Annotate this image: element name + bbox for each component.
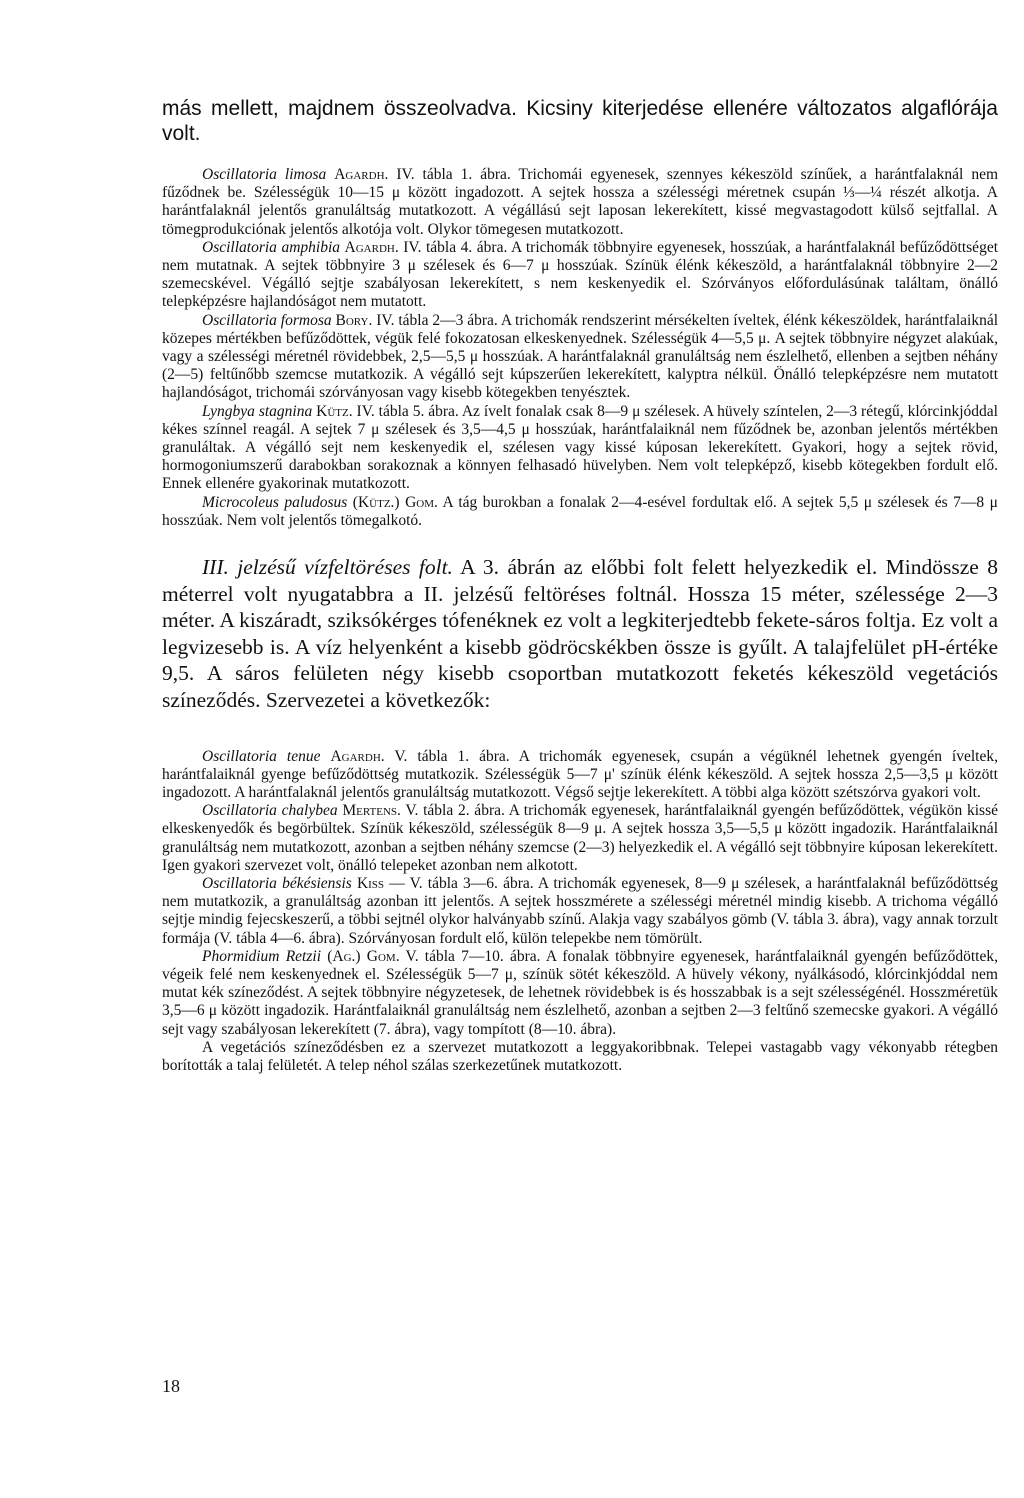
species-description: IV. tábla 2—3 ábra. A trichomák rendszerint mérsékelten íveltek, élénk kékeszöldek, harántfalaiknál közepes mértékben befűződöttek, végük felé fokozatosan elkeskenyednek. Szélességük 4—5,5 μ. A sejtek többnyire négyzet alakúak, vagy a szélességi méretnél rövidebbek, 2,5—5,5 μ hosszúak. A harántfalaknál granuláltság nem észlelhető, ellenben a sejtben néhány (2—5) feltűnőbb szemcse mutatkozik. A végálló sejt kúpszerűen lekerekített, kalyptra nélkül. Önálló telepképzésre nem mutatott hajlandóságot, trichomái szórványosan vagy kisebb kötegekben tenyésztek. [162, 311, 999, 402]
section-text [162, 554, 998, 714]
species-description: IV. tábla 5. ábra. Az ívelt fonalak csak 8—9 μ szélesek. A hüvely színtelen, 2—3 rétegű, klórcinkjóddal kékes színnel reagál. A sejtek 7 μ szélesek és 3,5—4,5 μ hosszúak, harántfalaiknál nem fűződnek be, azonban jelentős mértékben granuláltak. A végálló sejt nem keskenyedik el, szélesen vagy kissé kúposan lekerekített. Gyakori, hogy a sejtek rövid, hormogoniumszerű darabokban sorakoznak a könnyen felhasadó hüvelyben. Nem volt telepképző, kisebb kötegekben fordult elő. Ennek ellenére gyakorinak mutatkozott. [162, 402, 998, 493]
species-author: Agardh. [344, 238, 399, 256]
species-author: Kiss — [356, 875, 405, 893]
section-paragraph [162, 554, 998, 714]
species-block-2 [162, 748, 998, 1076]
species-name: Oscillatoria formosa [202, 311, 332, 329]
species-author: (Kütz.) Gom. [352, 493, 438, 511]
species-entry [162, 166, 998, 239]
species-name: Oscillatoria amphibia [202, 238, 340, 256]
species-description: A tág burokban a fonalak 2—4-esével fordultak elő. A sejtek 5,5 μ szélesek és 7—8 μ hosszúak. Nem volt jelentős tömegalkotó. [162, 493, 998, 529]
species-entry [162, 494, 998, 530]
species-entry [162, 312, 998, 403]
species-entry [162, 748, 998, 803]
species-description: IV. tábla 4. ábra. A trichomák többnyire egyenesek, hosszúak, a harántfalaknál befűződöttséget nem mutatnak. A sejtek többnyire 3 μ szélesek és 6—7 μ hosszúak. Színük élénk kékeszöld, a harántfalaknál többnyire 2—2 szemecskével. Végálló sejtje szabályosan lekerekített, s nem keskenyedik el. Szórványos előfordulásúnak találtam, önálló telepképzésre hajlandóságot nem mutatott. [162, 238, 999, 311]
species-author: Agardh. [334, 166, 389, 183]
intro-paragraph: más mellett, majdnem összeolvadva. Kicsiny kiterjedése ellenére változatos algaflórája volt. [162, 97, 998, 145]
species-name: Oscillatoria tenue [202, 747, 321, 765]
species-name: Phormidium Retzii [202, 947, 322, 965]
species-name: Lyngbya stagnina [202, 402, 313, 420]
species-description: V. tábla 7—10. ábra. A fonalak többnyire egyenesek, harántfalaiknál gyengén befűződöttek, végeik felé nem keskenyednek el. Szélességük 5—7 μ, színük sötét kékeszöld. A hüvely vékony, nyálkásodó, klórcinkjóddal nem mutat kék színeződést. A sejtek többnyire négyzetesek, de lehetnek rövidebbek is és hosszabbak is a sejt szélességénél. Hosszméretük 3,5—6 μ között ingadozik. Harántfalaiknál granuláltság nem észlelhető, azonban a sejtben 2—3 feltűnő szemecske gyakori. A végálló sejt vagy szabályosan lekerekített (7. ábra), vagy tompított (8—10. ábra). [162, 947, 998, 1038]
species-name: Oscillatoria limosa [202, 166, 327, 183]
species-entry [162, 948, 998, 1039]
species-entry [162, 802, 998, 875]
species-entry [162, 875, 998, 948]
species-block-1 [162, 166, 998, 530]
species-author: Agardh. [330, 747, 385, 765]
species-author: Mertens. [342, 802, 401, 820]
species-description: IV. tábla 1. ábra. Trichomái egyenesek, szennyes kékeszöld színűek, a harántfalaknál nem fűződnek be. Szélességük 10—15 μ között ingadozott. A sejtek hossza a szélességi méretnek csupán ⅓—¼ részét alkotja. A harántfalaknál jelentős granuláltság mutatkozott. A végállású sejt laposan lekerekített, kissé megvastagodott külső sejtfallal. A tömegprodukciónak jelentős alkotója volt. Olykor tömegesen mutatkozott. [162, 166, 999, 238]
section-heading: III. jelzésű vízfeltöréses folt. [202, 555, 453, 580]
closing-paragraph: A vegetációs színeződésben ez a szervezet mutatkozott a leggyakoribbnak. Telepei vastagabb vagy vékonyabb rétegben borították a talaj felületét. A telep néhol szálas szerkezetűnek mutatkozott. [162, 1038, 998, 1075]
page-body [162, 96, 998, 1075]
species-author: (Ag.) Gom. [327, 947, 400, 965]
species-description: V. tábla 1. ábra. A trichomák egyenesek, csupán a végüknél lehetnek gyengén íveltek, harántfalaiknál gyenge befűződöttség mutatkozik. Szélességük 5—7 μ' színük élénk kékeszöld. A sejtek hossza 2,5—3,5 μ között ingadozott. A harántfalaknál jelentős granuláltság mutatkozott. Végső sejtje lekerekített. A többi alga között szétszórva gyakori volt. [162, 747, 998, 802]
species-entry [162, 239, 998, 312]
species-author: Kütz. [316, 402, 353, 420]
species-description: V. tábla 2. ábra. A trichomák egyenesek, harántfalaiknál gyengén befűződöttek, végükön kissé elkeskenyedők és begörbültek. Színük kékeszöld, szélességük 8—9 μ. A sejtek hossza 3,5—5,5 μ között ingadozik. Harántfalaiknál granuláltság nem mutatkozott, azonban a sejtben néhány szemcse (2—3) helyezkedik el. A végálló sejt többnyire kúposan lekerekített. Igen gyakori szervezet volt, önálló telepeket azonban nem alkotott. [162, 802, 998, 874]
species-name: Oscillatoria békésiensis [202, 875, 352, 893]
species-description: V. tábla 3—6. ábra. A trichomák egyenesek, 8—9 μ szélesek, a harántfalaknál befűződöttség nem mutatkozik, a granuláltság azonban itt jelentős. A sejtek hosszmérete a szélességi méretnél mindig kisebb. A trichoma végálló sejtje mindig fejecskeszerű, a többi sejtnél olykor halványabb színű. Alakja vagy szabályos gömb (V. tábla 3. ábra), vagy annak torzult formája (V. tábla 4—6. ábra). Szórványosan fordult elő, külön telepekbe nem tömörült. [162, 875, 999, 947]
species-entry [162, 403, 998, 494]
section-body: A 3. ábrán az előbbi folt felett helyezkedik el. Mindössze 8 méterrel volt nyugatabbra a II. jelzésű feltöréses foltnál. Hossza 15 méter, szélessége 2—3 méter. A kiszáradt, sziksókérges tófenéknek ez volt a legkiterjedtebb fekete-sáros foltja. Ez volt a legvizesebb is. A víz helyenként a kisebb gödröcskékben össze is gyűlt. A talajfelület pH-értéke 9,5. A sáros felületen négy kisebb csoportban mutatkozott feketés kékeszöld vegetációs színeződés. Szervezetei a következők: [162, 555, 998, 713]
species-author: Bory. [335, 311, 373, 329]
species-name: Oscillatoria chalybea [202, 802, 338, 820]
page-number: 18 [162, 1376, 180, 1396]
species-name: Microcoleus paludosus [202, 493, 348, 511]
